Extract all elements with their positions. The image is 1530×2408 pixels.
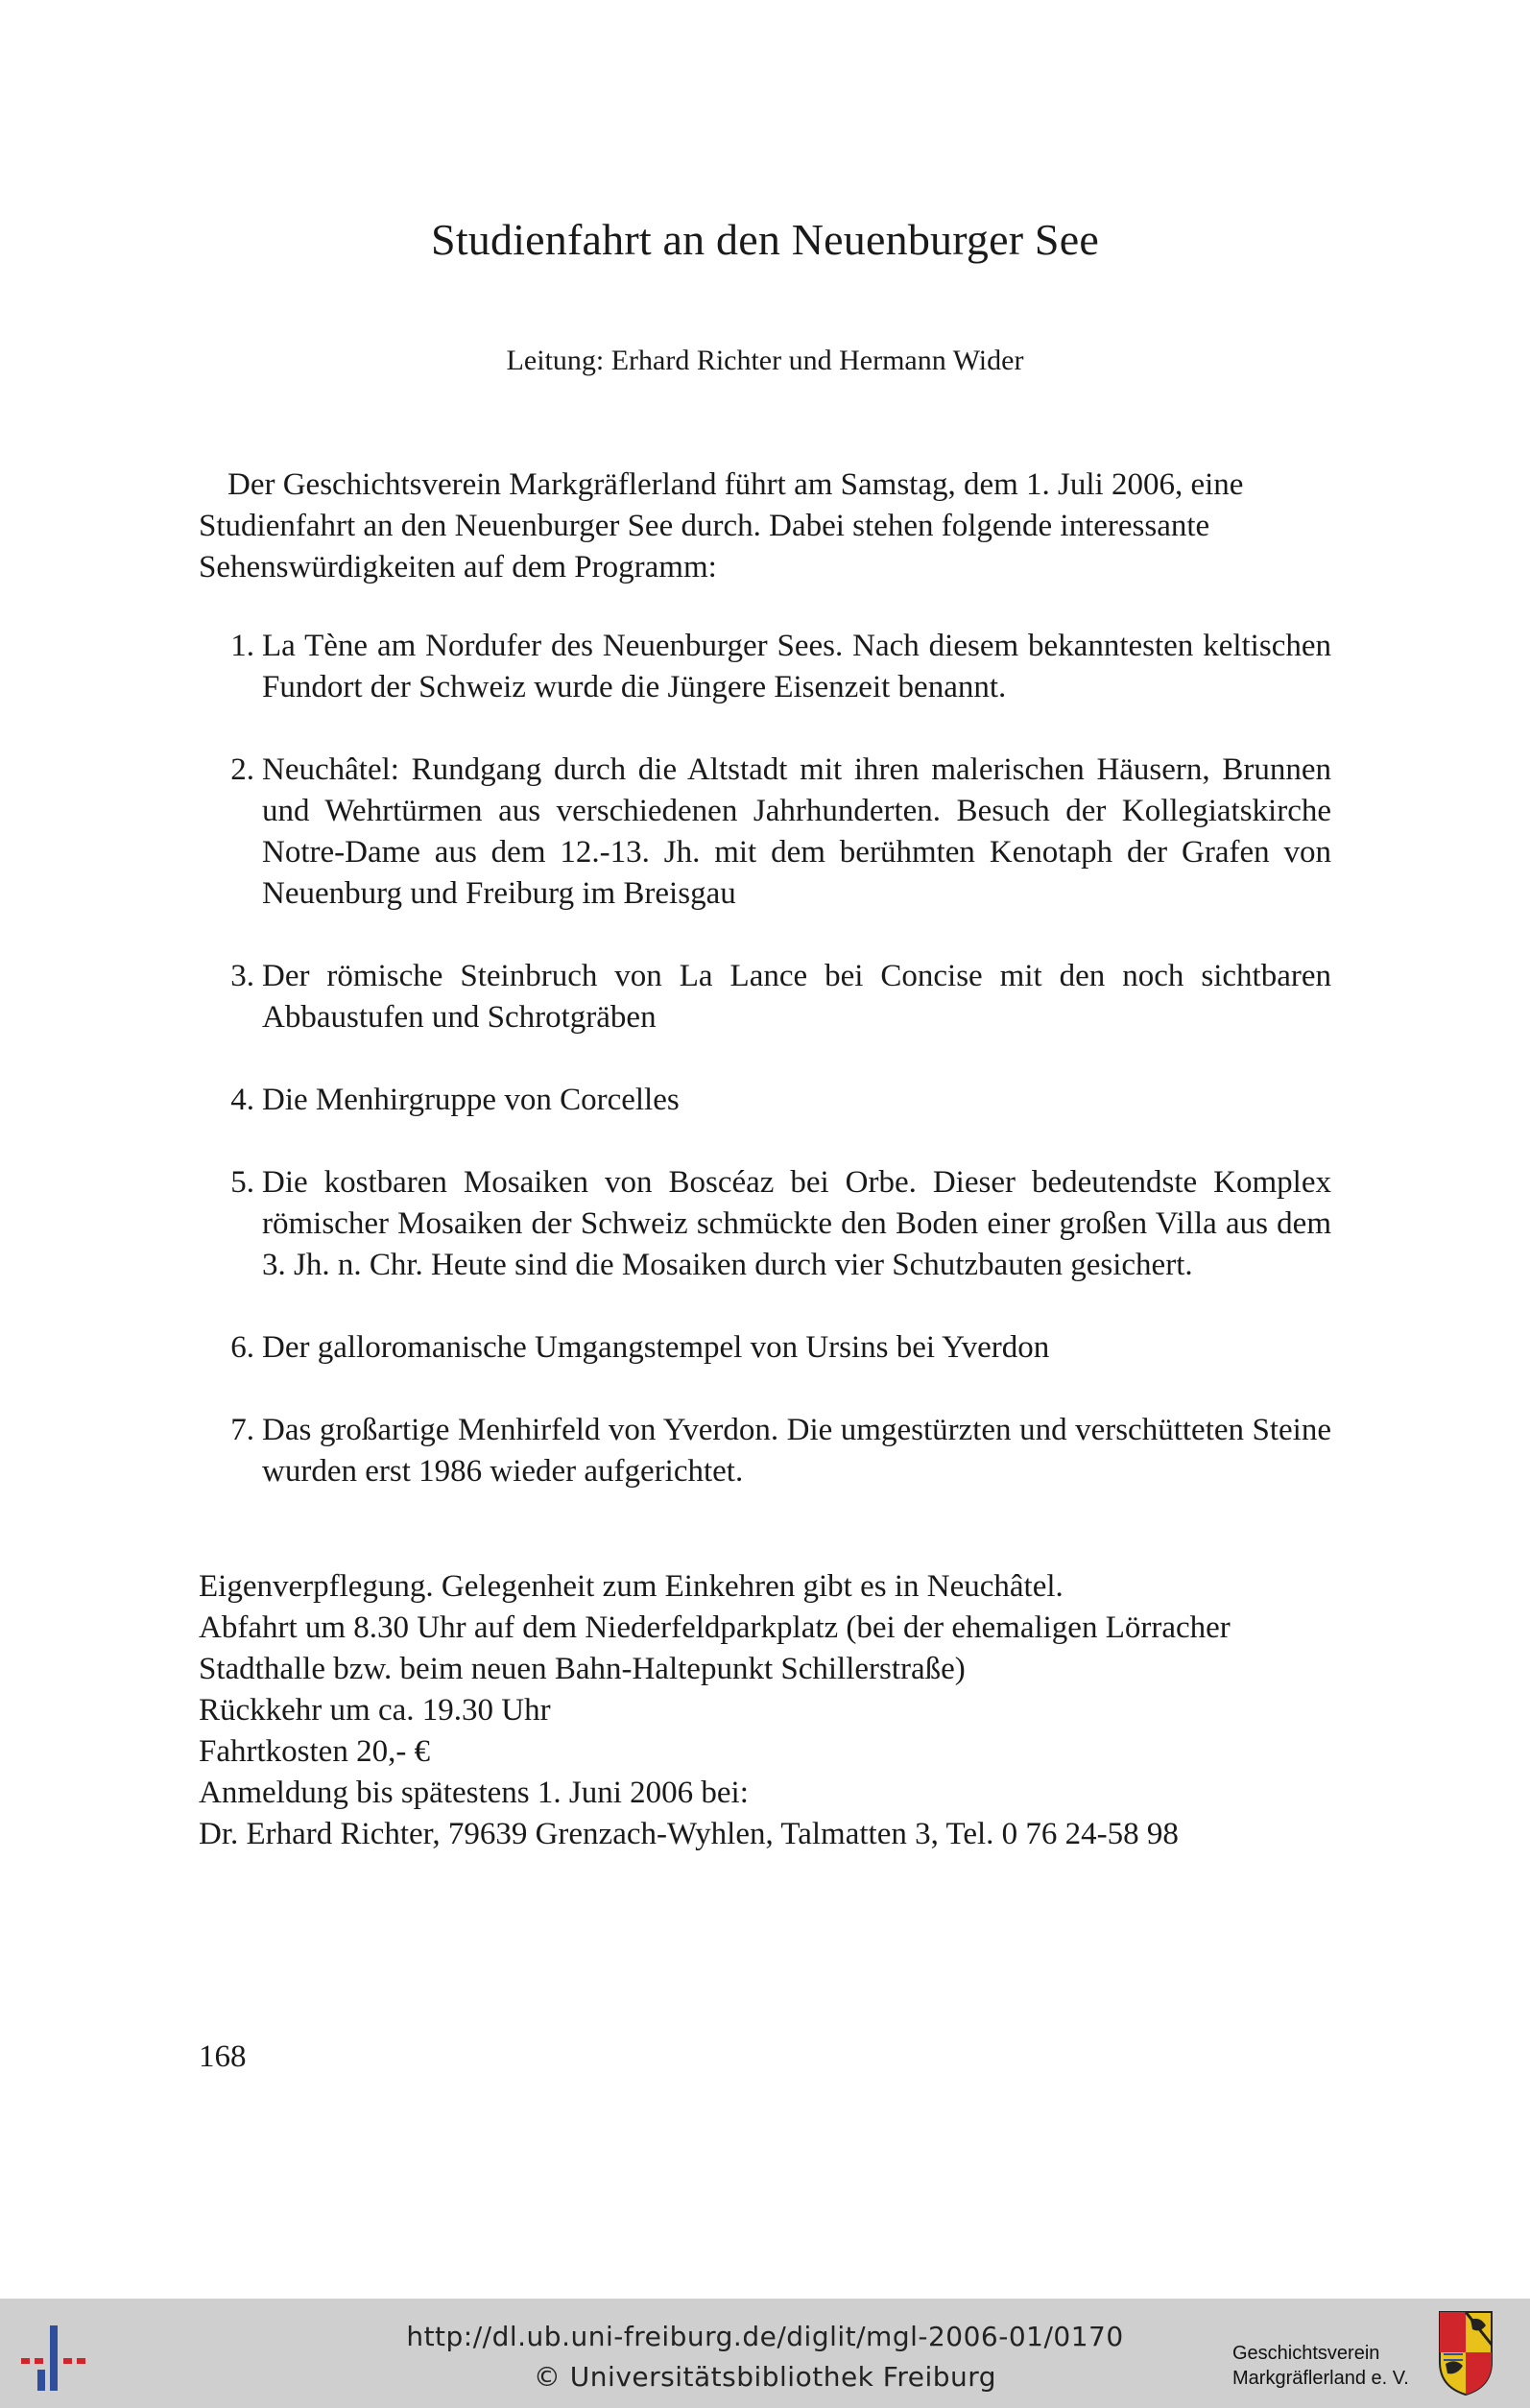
list-item	[199, 626, 1331, 708]
list-item-number: 7.	[230, 1413, 254, 1447]
list-item	[199, 1080, 1331, 1121]
info-line-cost: Fahrtkosten 20,- €	[199, 1734, 431, 1769]
trip-info	[199, 1566, 1331, 1855]
page-subtitle: Leitung: Erhard Richter und Hermann Wider	[506, 345, 1024, 376]
info-line-departure: Abfahrt um 8.30 Uhr auf dem Niederfeldparkplatz (bei der ehemaligen Lörracher	[199, 1610, 1231, 1645]
intro-paragraph: Der Geschichtsverein Markgräflerland führt am Samstag, dem 1. Juli 2006, eine Studienfahrt an den Neuenburger See durch. Dabei stehen folgende interessante Sehenswürdigkeiten auf dem Programm:	[199, 467, 1244, 584]
list-item-number: 1.	[230, 629, 254, 663]
list-item-number: 5.	[230, 1165, 254, 1200]
list-item	[199, 1162, 1331, 1286]
footer-bar	[0, 2299, 1530, 2408]
list-item-number: 6.	[230, 1330, 254, 1365]
program-list	[199, 626, 1331, 1534]
info-line-registration: Anmeldung bis spätestens 1. Juni 2006 bei:	[199, 1776, 749, 1810]
list-item-text: Der römische Steinbruch von La Lance bei Concise mit den noch sichtbaren Abbaustufen und Schrotgräben	[262, 959, 1331, 1035]
list-item-number: 2.	[230, 752, 254, 787]
info-line-contact: Dr. Erhard Richter, 79639 Grenzach-Wyhlen, Talmatten 3, Tel. 0 76 24-58 98	[199, 1817, 1179, 1851]
markgraeflerland-crest-icon[interactable]	[1436, 2306, 1495, 2398]
list-item	[199, 1327, 1331, 1369]
society-name-line1: Geschichtsverein	[1232, 2343, 1380, 2364]
list-item-text: La Tène am Nordufer des Neuenburger Sees. Nach diesem bekanntesten keltischen Fundort der Schweiz wurde die Jüngere Eisenzeit benannt.	[262, 629, 1331, 704]
list-item-number: 3.	[230, 959, 254, 993]
info-line-return: Rückkehr um ca. 19.30 Uhr	[199, 1693, 551, 1728]
society-name[interactable]	[1232, 2341, 1409, 2391]
copyright-text: © Universitätsbibliothek Freiburg	[533, 2361, 997, 2393]
list-item	[199, 1410, 1331, 1492]
list-item-text: Das großartige Menhirfeld von Yverdon. Die umgestürzten und verschütteten Steine wurden erst 1986 wieder aufgerichtet.	[262, 1413, 1331, 1489]
page-number: 168	[199, 2039, 247, 2074]
list-item	[199, 956, 1331, 1038]
info-line-catering: Eigenverpflegung. Gelegenheit zum Einkehren gibt es in Neuchâtel.	[199, 1569, 1064, 1604]
list-item	[199, 750, 1331, 915]
list-item-text: Neuchâtel: Rundgang durch die Altstadt mit ihren malerischen Häusern, Brunnen und Wehrtürmen aus verschiedenen Jahrhunderten. Besuch der Kollegiatskirche Notre-Dame aus dem 12.-13. Jh. mit dem berühmten Kenotaph der Grafen von Neuenburg und Freiburg im Breisgau	[262, 752, 1331, 911]
page-title: Studienfahrt an den Neuenburger See	[431, 215, 1099, 264]
info-line-departure-location: Stadthalle bzw. beim neuen Bahn-Haltepunkt Schillerstraße)	[199, 1652, 966, 1686]
list-item-text: Die kostbaren Mosaiken von Boscéaz bei Orbe. Dieser bedeutendste Komplex römischer Mosaiken der Schweiz schmückte den Boden einer großen Villa aus dem 3. Jh. n. Chr. Heute sind die Mosaiken durch vier Schutzbauten gesichert.	[262, 1165, 1331, 1282]
society-name-line2: Markgräflerland e. V.	[1232, 2368, 1409, 2389]
list-item-text: Der galloromanische Umgangstempel von Ursins bei Yverdon	[262, 1330, 1050, 1365]
list-item-text: Die Menhirgruppe von Corcelles	[262, 1083, 680, 1117]
list-item-number: 4.	[230, 1083, 254, 1117]
permalink-url[interactable]: http://dl.ub.uni-freiburg.de/diglit/mgl-2006-01/0170	[406, 2321, 1124, 2352]
